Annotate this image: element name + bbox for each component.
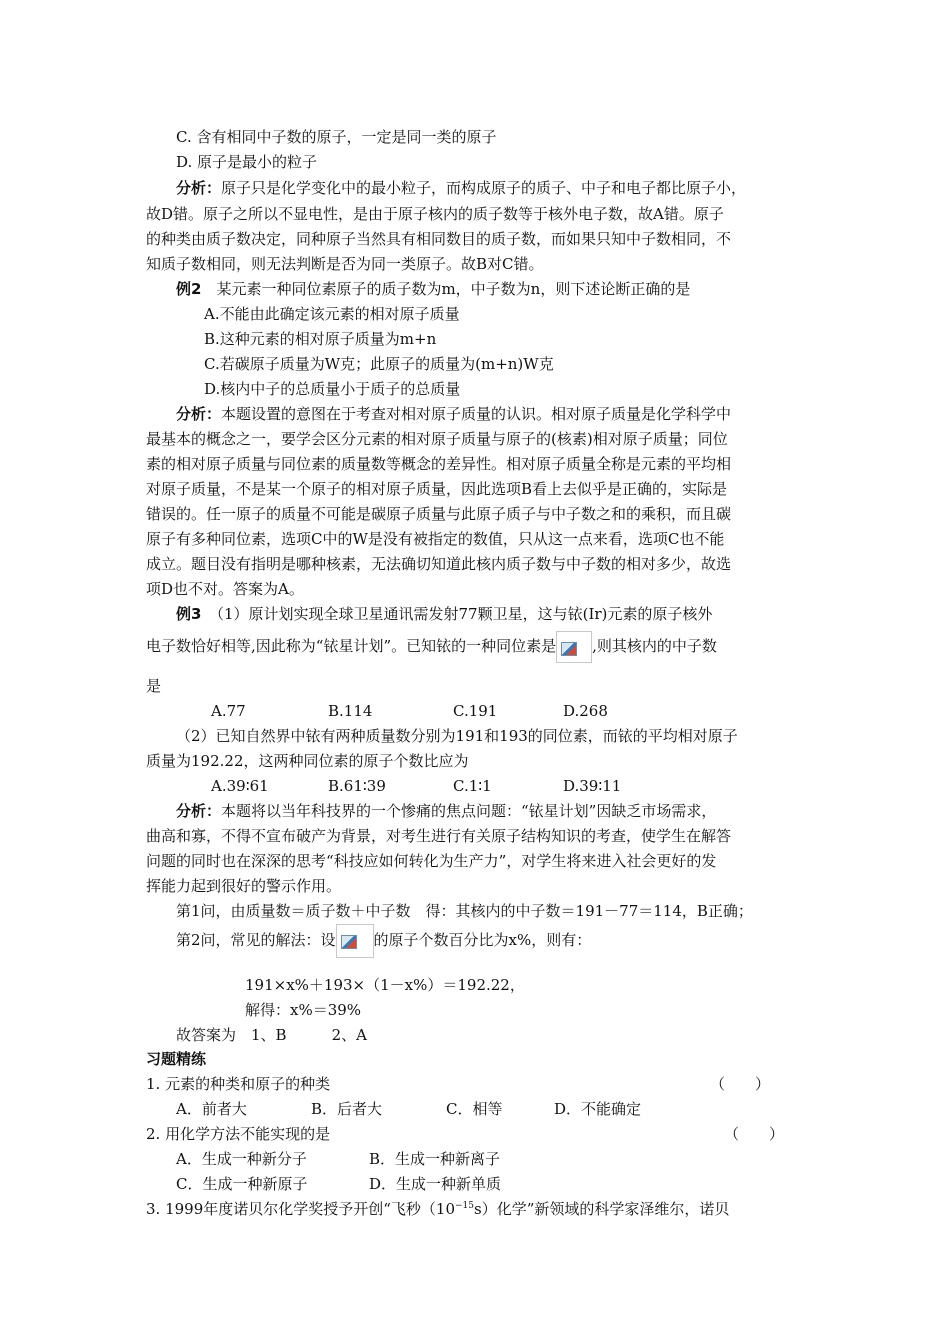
- q1-option-d: D.268: [563, 702, 608, 720]
- analysis-3-line-3: 问题的同时也在深深的思考“科技应如何转化为生产力”，对学生将来进入社会更好的发: [146, 852, 717, 870]
- exercise-1-option-a: A．前者大: [176, 1100, 247, 1118]
- analysis-label: 分析：: [176, 405, 222, 423]
- q1-option-c: C.191: [453, 702, 498, 720]
- solution-q1: 第1问，由质量数＝质子数＋中子数 得：其核内的中子数＝191－77＝114，B正确；: [176, 902, 753, 920]
- answer: 故答案为 1、B 2、A: [176, 1026, 367, 1044]
- example-3-label: 例3: [176, 605, 202, 623]
- analysis-1-line-3: 的种类由质子数决定，同种原子当然具有相同数目的质子数，而如果只知中子数相同，不: [146, 230, 732, 248]
- analysis-3-line-1: 分析：本题将以当年科技界的一个惨痛的焦点问题：“铱星计划”因缺乏市场需求，: [176, 802, 717, 820]
- q2-option-a: A.39∶61: [211, 777, 269, 795]
- example-2-option-a: A.不能由此确定该元素的相对原子质量: [204, 305, 460, 323]
- exercise-2-blank: （ ）: [724, 1125, 785, 1143]
- analysis-label: 分析：: [176, 802, 222, 820]
- image-placeholder-icon: [341, 935, 357, 949]
- q2-option-b: B.61∶39: [328, 777, 386, 795]
- equation-result: 解得：x%＝39%: [245, 1001, 362, 1019]
- exercise-1-option-b: B．后者大: [311, 1100, 383, 1118]
- example-3-q1-line-1: 例3 （1）原计划实现全球卫星通讯需发射77颗卫星，这与铱(Ir)元素的原子核外: [176, 605, 713, 623]
- exercises-heading: 习题精练: [146, 1050, 207, 1068]
- analysis-label: 分析：: [176, 179, 222, 197]
- analysis-1-line-4: 知质子数相同，则无法判断是否为同一类原子。故B对C错。: [146, 255, 544, 273]
- analysis-2-line-5: 错误的。任一原子的质量不可能是碳原子质量与此原子质子与中子数之和的乘积，而且碳: [146, 505, 732, 523]
- example-2-option-d: D.核内中子的总质量小于质子的总质量: [204, 380, 461, 398]
- image-placeholder-icon: [561, 642, 577, 656]
- exponent: −15: [455, 1201, 475, 1211]
- equation: 191×x%＋193×（1－x%）＝192.22，: [245, 976, 525, 994]
- analysis-1-line-1: 分析：原子只是化学变化中的最小粒子，而构成原子的质子、中子和电子都比原子小，: [176, 179, 747, 197]
- analysis-3-line-4: 挥能力起到很好的警示作用。: [146, 877, 342, 895]
- analysis-1-line-2: 故D错。原子之所以不显电性，是由于原子核内的质子数等于核外电子数，故A错。原子: [146, 205, 724, 223]
- analysis-2-line-3: 素的相对原子质量与同位素的质量数等概念的差异性。相对原子质量全称是元素的平均相: [146, 455, 732, 473]
- exercise-2-question: 2. 用化学方法不能实现的是: [146, 1125, 331, 1143]
- q1-option-a: A.77: [211, 702, 246, 720]
- q2-option-d: D.39∶11: [563, 777, 622, 795]
- example-3-q1-line-2: 电子数恰好相等,因此称为“铱星计划”。已知铱的一种同位素是 ,则其核内的中子数: [146, 630, 717, 663]
- exercise-2-option-b: B．生成一种新离子: [369, 1150, 501, 1168]
- analysis-2-line-7: 成立。题目没有指明是哪种核素，无法确切知道此核内质子数与中子数的相对多少，故选: [146, 555, 732, 573]
- example-3-q2-line-1: （2）已知自然界中铱有两种质量数分别为191和193的同位素，而铱的平均相对原子: [176, 727, 738, 745]
- exercise-3-question: 3. 1999年度诺贝尔化学奖授予开创“飞秒$(10^{-15}s)$化学”新领域的科学家泽维尔，诺贝: [146, 1200, 730, 1218]
- example-3-q1-line-3: 是: [146, 677, 162, 695]
- exercise-1-blank: （ ）: [710, 1075, 771, 1093]
- example-3-q2-line-2: 质量为192.22，这两种同位素的原子个数比应为: [146, 752, 469, 770]
- solution-q2: 第2问，常见的解法：设 的原子个数百分比为x%，则有：: [176, 924, 591, 958]
- option-c: C. 含有相同中子数的原子，一定是同一类的原子: [176, 128, 497, 146]
- exercise-2-option-c: C．生成一种新原子: [176, 1175, 308, 1193]
- example-2-label: 例2: [176, 280, 202, 298]
- analysis-2-line-6: 原子有多种同位素，选项C中的W是没有被指定的数值，只从这一点来看，选项C也不能: [146, 530, 725, 548]
- isotope-ratio-image: [336, 924, 374, 958]
- exercise-1-option-d: D．不能确定: [554, 1100, 642, 1118]
- q1-option-b: B.114: [328, 702, 373, 720]
- exercise-2-option-d: D．生成一种新单质: [369, 1175, 502, 1193]
- isotope-formula-image: [556, 631, 592, 663]
- example-2-question: 例2 某元素一种同位素原子的质子数为m，中子数为n，则下述论断正确的是: [176, 280, 691, 298]
- analysis-2-line-8: 项D也不对。答案为A。: [146, 580, 304, 598]
- q2-option-c: C.1∶1: [453, 777, 492, 795]
- exercise-2-option-a: A．生成一种新分子: [176, 1150, 307, 1168]
- analysis-2-line-1: 分析：本题设置的意图在于考查对相对原子质量的认识。相对原子质量是化学科学中: [176, 405, 732, 423]
- option-d: D. 原子是最小的粒子: [176, 153, 318, 171]
- analysis-2-line-2: 最基本的概念之一，要学会区分元素的相对原子质量与原子的(核素)相对原子质量；同位: [146, 430, 728, 448]
- example-2-option-b: B.这种元素的相对原子质量为m+n: [204, 330, 437, 348]
- analysis-3-line-2: 曲高和寡，不得不宣布破产为背景，对考生进行有关原子结构知识的考查，使学生在解答: [146, 827, 732, 845]
- analysis-2-line-4: 对原子质量，不是某一个原子的相对原子质量，因此选项B看上去似乎是正确的，实际是: [146, 480, 728, 498]
- exercise-1-option-c: C．相等: [446, 1100, 503, 1118]
- example-2-option-c: C.若碳原子质量为W克；此原子的质量为(m+n)W克: [204, 355, 554, 373]
- exercise-1-question: 1. 元素的种类和原子的种类: [146, 1075, 331, 1093]
